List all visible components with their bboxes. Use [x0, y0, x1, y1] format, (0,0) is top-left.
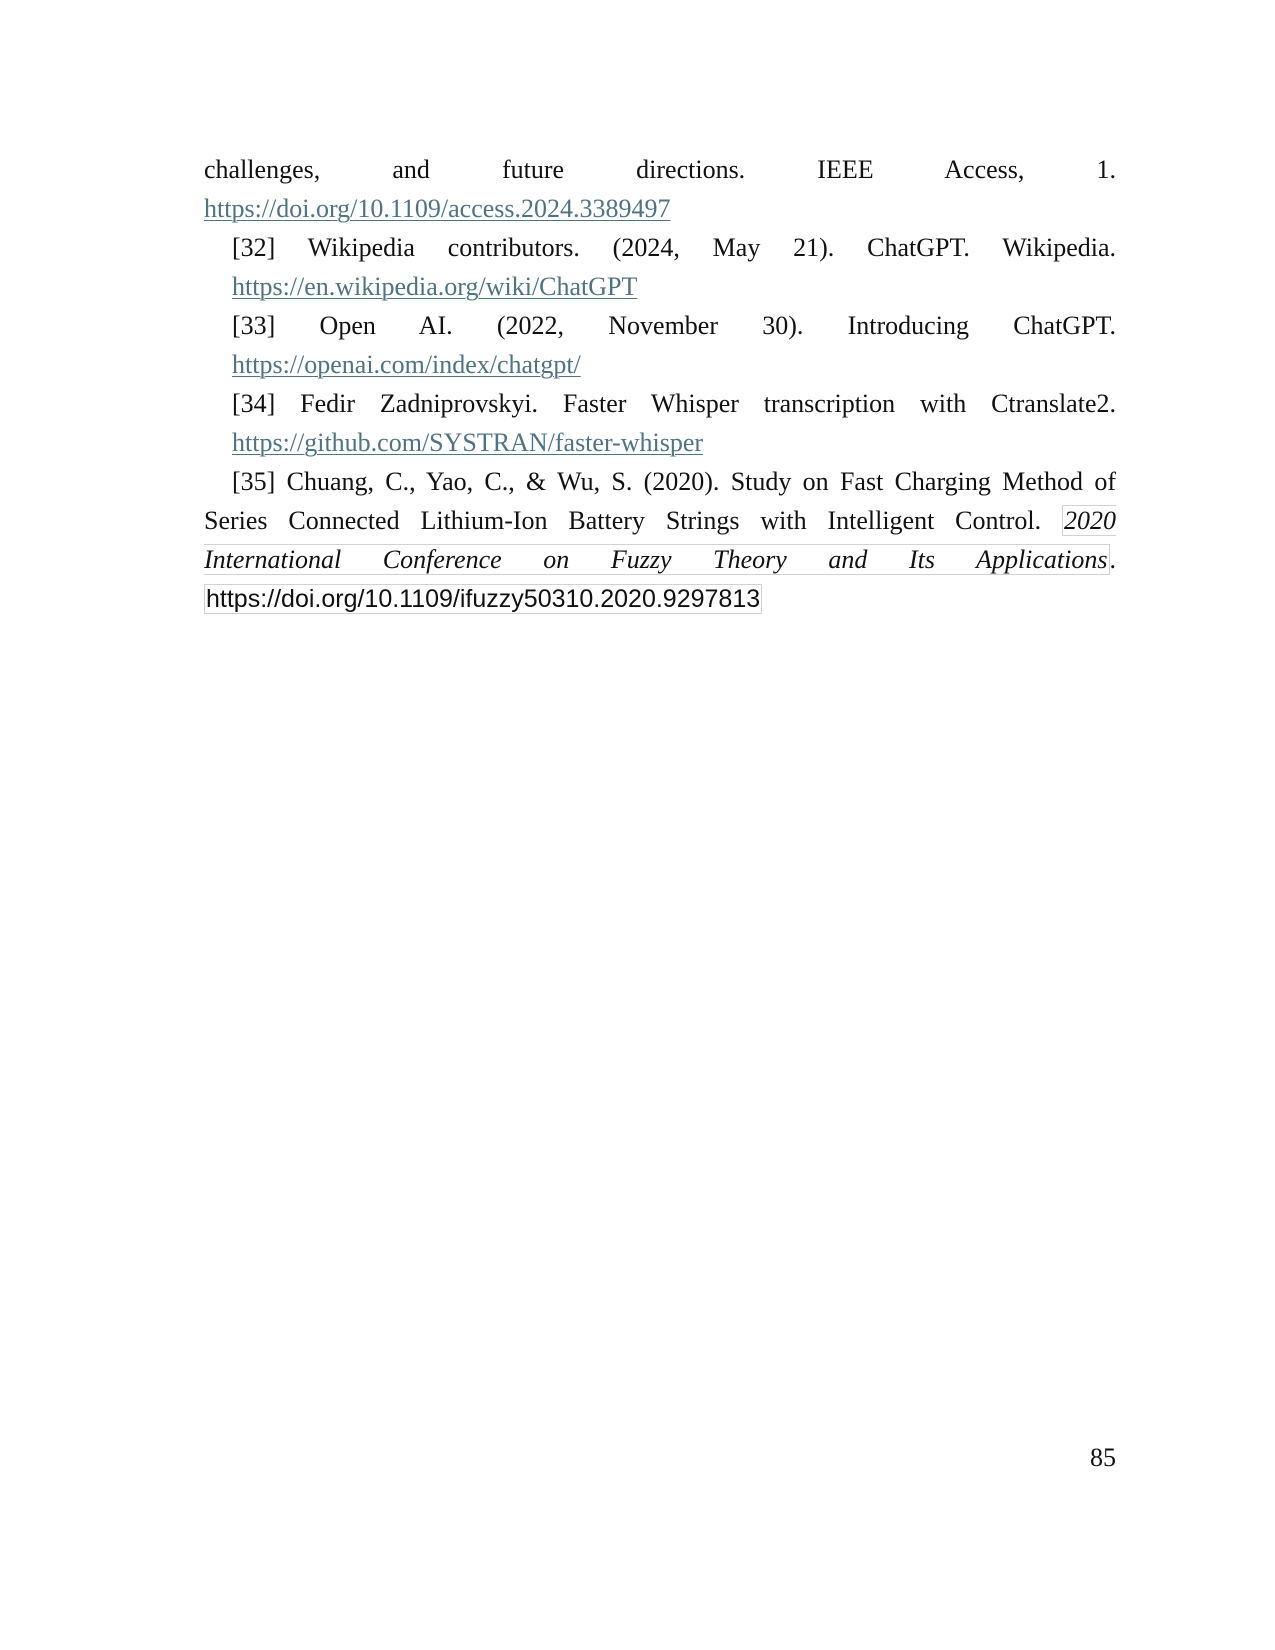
- reference-33-text: [33] Open AI. (2022, November 30). Introducing ChatGPT.: [232, 311, 1116, 340]
- reference-31-text: challenges, and future directions. IEEE Access, 1.: [204, 155, 1116, 184]
- reference-34-link[interactable]: https://github.com/SYSTRAN/faster-whisper: [232, 428, 704, 457]
- reference-32-text: [32] Wikipedia contributors. (2024, May 21). ChatGPT. Wikipedia.: [232, 233, 1116, 262]
- reference-35-venue-suffix: .: [1109, 545, 1116, 574]
- page-number: 85: [1090, 1443, 1116, 1472]
- reference-34: [204, 384, 1116, 462]
- reference-35-text: [35] Chuang, C., Yao, C., & Wu, S. (2020). Study on Fast Charging Method of Series Connected Lithium-Ion Battery Strings with Intelligent Control.: [204, 467, 1116, 535]
- reference-31-continuation: [204, 150, 1116, 228]
- reference-32: [204, 228, 1116, 306]
- reference-35: [204, 462, 1116, 619]
- reference-list: [204, 150, 1116, 619]
- reference-33: [204, 306, 1116, 384]
- reference-32-link[interactable]: https://en.wikipedia.org/wiki/ChatGPT: [232, 272, 638, 301]
- reference-33-link[interactable]: https://openai.com/index/chatgpt/: [232, 350, 581, 379]
- reference-35-venue: 2020 International Conference on Fuzzy Theory and Its Applications: [204, 506, 1117, 574]
- reference-31-doi-link[interactable]: https://doi.org/10.1109/access.2024.3389497: [204, 194, 671, 223]
- reference-35-doi: https://doi.org/10.1109/ifuzzy50310.2020.9297813: [206, 585, 761, 613]
- reference-34-text: [34] Fedir Zadniprovskyi. Faster Whisper transcription with Ctranslate2.: [232, 389, 1116, 418]
